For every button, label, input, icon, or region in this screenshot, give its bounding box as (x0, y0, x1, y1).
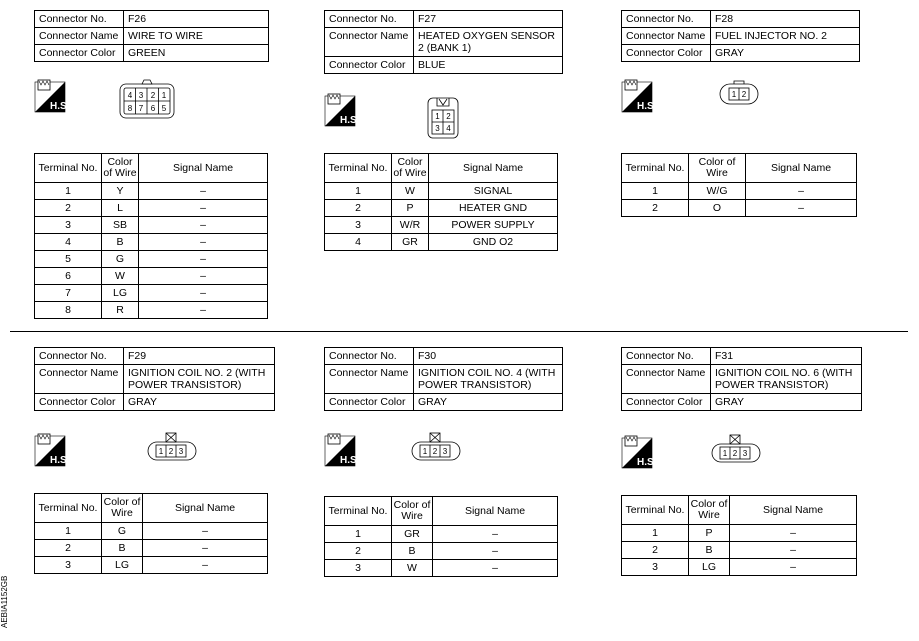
connector-color: GREEN (124, 45, 269, 62)
signal-name: – (746, 183, 857, 200)
pin-label: 8 (127, 104, 133, 113)
wire-color: LG (102, 557, 143, 574)
wire-color: W (102, 268, 139, 285)
table-row (622, 542, 857, 559)
wire-color: R (102, 302, 139, 319)
connector-info-f27 (324, 10, 563, 74)
table-row (325, 200, 558, 217)
connector-face-f26 (118, 80, 178, 120)
hs-label: H.S. (637, 101, 657, 112)
signal-name: GND O2 (429, 234, 558, 251)
terminal-no: 4 (325, 234, 392, 251)
col-wire-color: Color of Wire (392, 497, 433, 526)
label: Connector No. (622, 348, 711, 365)
col-terminal: Terminal No. (35, 494, 102, 523)
terminal-no: 3 (35, 557, 102, 574)
connector-color: GRAY (711, 394, 862, 411)
wire-color: P (392, 200, 429, 217)
connector-no: F26 (124, 11, 269, 28)
table-row (35, 234, 268, 251)
table-row (325, 234, 558, 251)
terminal-no: 3 (622, 559, 689, 576)
terminal-no: 2 (35, 200, 102, 217)
signal-name: – (139, 217, 268, 234)
pin-label: 4 (127, 91, 133, 100)
table-header (35, 494, 268, 523)
wire-color: W (392, 560, 433, 577)
connector-face-f28 (718, 80, 760, 106)
connector-info-f26 (34, 10, 269, 62)
label: Connector Color (325, 394, 414, 411)
terminal-no: 1 (622, 183, 689, 200)
label: Connector Name (35, 28, 124, 45)
connector-name: WIRE TO WIRE (124, 28, 269, 45)
harness-side-icon (325, 92, 360, 126)
hs-label: H.S. (340, 115, 360, 126)
pin-label: 3 (742, 449, 748, 458)
signal-name: – (730, 559, 857, 576)
pin-label: 2 (432, 447, 438, 456)
table-row (35, 557, 268, 574)
label: Connector Name (325, 28, 414, 57)
wire-color: P (689, 525, 730, 542)
connector-no: F28 (711, 11, 860, 28)
connector-no: F30 (414, 348, 563, 365)
signal-name: – (143, 540, 268, 557)
terminal-table-f31 (621, 495, 857, 576)
connector-color: GRAY (711, 45, 860, 62)
hs-label: H.S. (50, 455, 70, 466)
wire-color: L (102, 200, 139, 217)
signal-name: SIGNAL (429, 183, 558, 200)
signal-name: – (139, 285, 268, 302)
label: Connector No. (325, 348, 414, 365)
table-row (622, 200, 857, 217)
pin-label: 3 (442, 447, 448, 456)
terminal-no: 1 (35, 523, 102, 540)
wire-color: W/R (392, 217, 429, 234)
wire-color: Y (102, 183, 139, 200)
connector-name: HEATED OXYGEN SENSOR 2 (BANK 1) (414, 28, 563, 57)
hs-label: H.S. (50, 101, 70, 112)
terminal-no: 3 (35, 217, 102, 234)
label: Connector Color (325, 57, 414, 74)
label: Connector Color (35, 394, 124, 411)
terminal-no: 5 (35, 251, 102, 268)
signal-name: – (139, 251, 268, 268)
hs-label: H.S. (637, 457, 657, 468)
pin-label: 2 (168, 447, 174, 456)
pin-label: 3 (435, 124, 440, 133)
col-signal: Signal Name (139, 154, 268, 183)
signal-name: – (730, 525, 857, 542)
col-terminal: Terminal No. (325, 497, 392, 526)
pin-label: 1 (435, 112, 440, 121)
label: Connector No. (35, 348, 124, 365)
pin-label: 1 (161, 91, 167, 100)
harness-side-icon (622, 434, 657, 468)
connector-color: GRAY (414, 394, 563, 411)
col-terminal: Terminal No. (622, 496, 689, 525)
terminal-no: 1 (622, 525, 689, 542)
terminal-no: 8 (35, 302, 102, 319)
terminal-no: 1 (35, 183, 102, 200)
terminal-no: 3 (325, 217, 392, 234)
wire-color: LG (689, 559, 730, 576)
wire-color: GR (392, 526, 433, 543)
wire-color: B (102, 540, 143, 557)
connector-face-f30 (410, 432, 462, 462)
signal-name: – (139, 200, 268, 217)
col-wire-color: Color of Wire (102, 154, 139, 183)
table-row (35, 523, 268, 540)
pin-label: 4 (446, 124, 451, 133)
table-row (622, 559, 857, 576)
pin-label: 3 (138, 91, 144, 100)
harness-side-icon (622, 78, 657, 112)
wire-color: B (392, 543, 433, 560)
table-row (325, 560, 558, 577)
table-header (325, 154, 558, 183)
terminal-no: 2 (325, 543, 392, 560)
pin-label: 2 (741, 90, 747, 99)
terminal-no: 6 (35, 268, 102, 285)
terminal-no: 3 (325, 560, 392, 577)
connector-name: IGNITION COIL NO. 4 (WITH POWER TRANSISTOR) (414, 365, 563, 394)
wire-color: G (102, 251, 139, 268)
connector-color: BLUE (414, 57, 563, 74)
col-terminal: Terminal No. (622, 154, 689, 183)
label: Connector Name (35, 365, 124, 394)
wire-color: W (392, 183, 429, 200)
pin-label: 2 (150, 91, 156, 100)
terminal-no: 2 (622, 200, 689, 217)
table-row (325, 543, 558, 560)
table-row (35, 302, 268, 319)
pin-label: 1 (158, 447, 164, 456)
label: Connector No. (622, 11, 711, 28)
terminal-table-f29 (34, 493, 268, 574)
terminal-no: 7 (35, 285, 102, 302)
connector-name: IGNITION COIL NO. 6 (WITH POWER TRANSISTOR) (711, 365, 862, 394)
table-row (325, 183, 558, 200)
connector-info-f31 (621, 347, 862, 411)
col-terminal: Terminal No. (325, 154, 392, 183)
table-row (325, 526, 558, 543)
label: Connector Color (622, 394, 711, 411)
signal-name: – (143, 557, 268, 574)
label: Connector Name (325, 365, 414, 394)
col-signal: Signal Name (433, 497, 558, 526)
table-row (325, 217, 558, 234)
table-row (35, 285, 268, 302)
col-signal: Signal Name (143, 494, 268, 523)
col-signal: Signal Name (429, 154, 558, 183)
connector-no: F27 (414, 11, 563, 28)
connector-no: F31 (711, 348, 862, 365)
connector-info-f30 (324, 347, 563, 411)
label: Connector Color (35, 45, 124, 62)
signal-name: – (433, 543, 558, 560)
terminal-table-f27 (324, 153, 558, 251)
connector-info-f29 (34, 347, 275, 411)
pin-label: 1 (731, 90, 737, 99)
pin-label: 1 (722, 449, 728, 458)
wire-color: G (102, 523, 143, 540)
table-header (622, 496, 857, 525)
label: Connector Name (622, 28, 711, 45)
signal-name: – (139, 302, 268, 319)
wire-color: LG (102, 285, 139, 302)
connector-no: F29 (124, 348, 275, 365)
table-row (622, 183, 857, 200)
pin-label: 5 (161, 104, 167, 113)
pin-label: 2 (446, 112, 451, 121)
connector-name: FUEL INJECTOR NO. 2 (711, 28, 860, 45)
label: Connector No. (325, 11, 414, 28)
col-wire-color: Color of Wire (689, 496, 730, 525)
pin-label: 7 (138, 104, 144, 113)
terminal-table-f28 (621, 153, 857, 217)
harness-side-icon (35, 78, 70, 112)
terminal-no: 4 (35, 234, 102, 251)
signal-name: – (143, 523, 268, 540)
table-row (35, 268, 268, 285)
col-wire-color: Color of Wire (392, 154, 429, 183)
col-wire-color: Color of Wire (102, 494, 143, 523)
label: Connector Color (622, 45, 711, 62)
col-terminal: Terminal No. (35, 154, 102, 183)
terminal-no: 2 (622, 542, 689, 559)
wire-color: SB (102, 217, 139, 234)
pin-label: 1 (422, 447, 428, 456)
signal-name: – (139, 234, 268, 251)
wire-color: GR (392, 234, 429, 251)
table-row (622, 525, 857, 542)
signal-name: – (746, 200, 857, 217)
connector-face-f29 (146, 432, 198, 462)
col-signal: Signal Name (746, 154, 857, 183)
terminal-table-f26 (34, 153, 268, 319)
connector-face-f27 (425, 95, 461, 141)
label: Connector Name (622, 365, 711, 394)
table-row (35, 183, 268, 200)
pin-label: 6 (150, 104, 156, 113)
figure-code: AEBIA1152GB (0, 575, 9, 628)
signal-name: HEATER GND (429, 200, 558, 217)
label: Connector No. (35, 11, 124, 28)
table-row (35, 251, 268, 268)
harness-side-icon (325, 432, 360, 466)
pin-label: 3 (178, 447, 184, 456)
signal-name: – (433, 526, 558, 543)
table-header (622, 154, 857, 183)
terminal-table-f30 (324, 496, 558, 577)
hs-label: H.S. (340, 455, 360, 466)
signal-name: POWER SUPPLY (429, 217, 558, 234)
terminal-no: 2 (35, 540, 102, 557)
connector-color: GRAY (124, 394, 275, 411)
wire-color: B (689, 542, 730, 559)
table-row (35, 200, 268, 217)
signal-name: – (730, 542, 857, 559)
pin-label: 2 (732, 449, 738, 458)
signal-name: – (139, 268, 268, 285)
table-row (35, 540, 268, 557)
signal-name: – (139, 183, 268, 200)
wire-color: W/G (689, 183, 746, 200)
terminal-no: 1 (325, 183, 392, 200)
wire-color: B (102, 234, 139, 251)
signal-name: – (433, 560, 558, 577)
connector-face-f31 (710, 434, 762, 464)
section-divider (10, 331, 908, 332)
harness-side-icon (35, 432, 70, 466)
table-header (325, 497, 558, 526)
table-row (35, 217, 268, 234)
terminal-no: 2 (325, 200, 392, 217)
col-wire-color: Color of Wire (689, 154, 746, 183)
wire-color: O (689, 200, 746, 217)
connector-name: IGNITION COIL NO. 2 (WITH POWER TRANSISTOR) (124, 365, 275, 394)
connector-info-f28 (621, 10, 860, 62)
col-signal: Signal Name (730, 496, 857, 525)
table-header (35, 154, 268, 183)
terminal-no: 1 (325, 526, 392, 543)
